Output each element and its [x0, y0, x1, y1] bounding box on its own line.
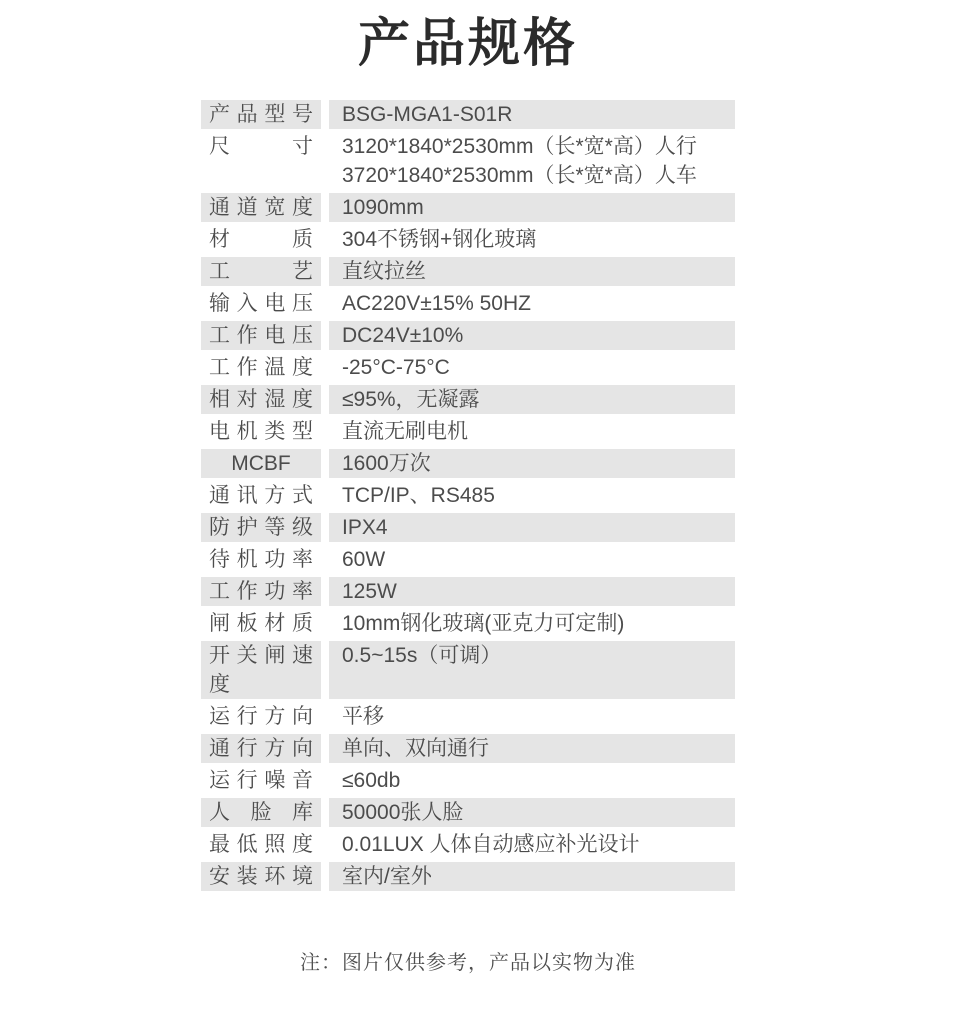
spec-label: 通行方向 — [201, 734, 321, 763]
table-row — [201, 417, 735, 446]
spec-value-line: AC220V±15% 50HZ — [342, 292, 531, 316]
table-row — [201, 449, 735, 478]
spec-value — [329, 702, 735, 731]
table-row — [201, 734, 735, 763]
spec-value — [329, 449, 735, 478]
table-row — [201, 257, 735, 286]
table-row — [201, 862, 735, 891]
spec-label: 电机类型 — [209, 420, 313, 444]
table-row — [201, 193, 735, 222]
spec-value-line: 平移 — [342, 705, 384, 729]
spec-value-line: DC24V±10% — [342, 324, 464, 348]
spec-value — [329, 193, 735, 222]
spec-value — [329, 321, 735, 350]
table-row — [201, 545, 735, 574]
spec-value-line: -25°C-75°C — [342, 356, 450, 380]
spec-value — [329, 385, 735, 414]
spec-label: 闸板材质 — [209, 612, 313, 636]
table-row — [201, 798, 735, 827]
table-row — [201, 225, 735, 254]
spec-value — [329, 100, 735, 129]
spec-value-line: 125W — [342, 580, 397, 604]
spec-value — [329, 641, 735, 699]
spec-value — [329, 734, 735, 763]
spec-label: 输入电压 — [209, 292, 313, 316]
spec-value-line: 0.5~15s（可调） — [342, 644, 502, 668]
spec-value — [329, 513, 735, 542]
spec-label: 通讯方式 — [209, 484, 313, 508]
spec-value-line: TCP/IP、RS485 — [342, 484, 495, 508]
spec-value-line: 单向、双向通行 — [342, 737, 489, 761]
spec-value-line: 50000张人脸 — [342, 801, 464, 825]
spec-label: 工作功率 — [201, 577, 321, 606]
spec-value-line: IPX4 — [342, 516, 388, 540]
spec-value-line: 直纹拉丝 — [342, 260, 426, 284]
spec-value-line: 60W — [342, 548, 386, 572]
table-row — [201, 289, 735, 318]
spec-value-line: BSG-MGA1-S01R — [342, 103, 513, 127]
spec-value-line: ≤95%，无凝露 — [342, 388, 480, 412]
footnote: 注：图片仅供参考，产品以实物为准 — [300, 952, 636, 975]
spec-value-line: 3120*1840*2530mm（长*宽*高）人行 — [342, 135, 697, 159]
spec-value — [329, 257, 735, 286]
spec-value — [329, 798, 735, 827]
spec-value-line: 1090mm — [342, 196, 424, 220]
spec-value — [329, 225, 735, 254]
spec-value-line: 1600万次 — [342, 452, 431, 476]
spec-label: 材质 — [209, 228, 313, 252]
spec-label: 安装环境 — [201, 862, 321, 891]
spec-label: 运行方向 — [209, 705, 313, 729]
spec-value — [329, 417, 735, 446]
spec-label: 待机功率 — [209, 548, 313, 572]
spec-label: 最低照度 — [209, 833, 313, 857]
spec-label: 通道宽度 — [201, 193, 321, 222]
spec-value — [329, 830, 735, 859]
spec-value-line: 10mm钢化玻璃(亚克力可定制) — [342, 612, 625, 636]
table-row — [201, 609, 735, 638]
spec-value-line: ≤60db — [342, 769, 401, 793]
spec-value — [329, 481, 735, 510]
spec-label: 人脸库 — [201, 798, 321, 827]
table-row — [201, 132, 735, 190]
table-row — [201, 481, 735, 510]
page-title: 产品规格 — [357, 15, 578, 73]
table-row — [201, 100, 735, 129]
spec-value — [329, 289, 735, 318]
table-row — [201, 513, 735, 542]
spec-label: 工作电压 — [201, 321, 321, 350]
spec-label: MCBF — [201, 449, 321, 478]
spec-value — [329, 132, 735, 190]
table-row — [201, 385, 735, 414]
spec-label: 工艺 — [201, 257, 321, 286]
table-row — [201, 702, 735, 731]
spec-value-line: 室内/室外 — [342, 865, 432, 889]
spec-label: 尺寸 — [209, 135, 313, 159]
table-row — [201, 766, 735, 795]
spec-label: 防护等级 — [201, 513, 321, 542]
spec-value-line: 直流无刷电机 — [342, 420, 468, 444]
spec-value-line: 0.01LUX 人体自动感应补光设计 — [342, 833, 640, 857]
spec-value — [329, 577, 735, 606]
table-row — [201, 577, 735, 606]
spec-value-line: 3720*1840*2530mm（长*宽*高）人车 — [342, 164, 697, 188]
spec-table — [201, 100, 735, 894]
spec-label: 产品型号 — [201, 100, 321, 129]
spec-value — [329, 609, 735, 638]
spec-label: 运行噪音 — [209, 769, 313, 793]
spec-value — [329, 862, 735, 891]
spec-value — [329, 353, 735, 382]
spec-label: 开关闸速度 — [201, 641, 321, 699]
spec-label: 工作温度 — [209, 356, 313, 380]
table-row — [201, 353, 735, 382]
spec-value — [329, 545, 735, 574]
table-row — [201, 321, 735, 350]
table-row — [201, 830, 735, 859]
spec-value-line: 304不锈钢+钢化玻璃 — [342, 228, 537, 252]
table-row — [201, 641, 735, 699]
spec-value — [329, 766, 735, 795]
content-wrapper — [201, 0, 735, 975]
spec-label: 相对湿度 — [201, 385, 321, 414]
